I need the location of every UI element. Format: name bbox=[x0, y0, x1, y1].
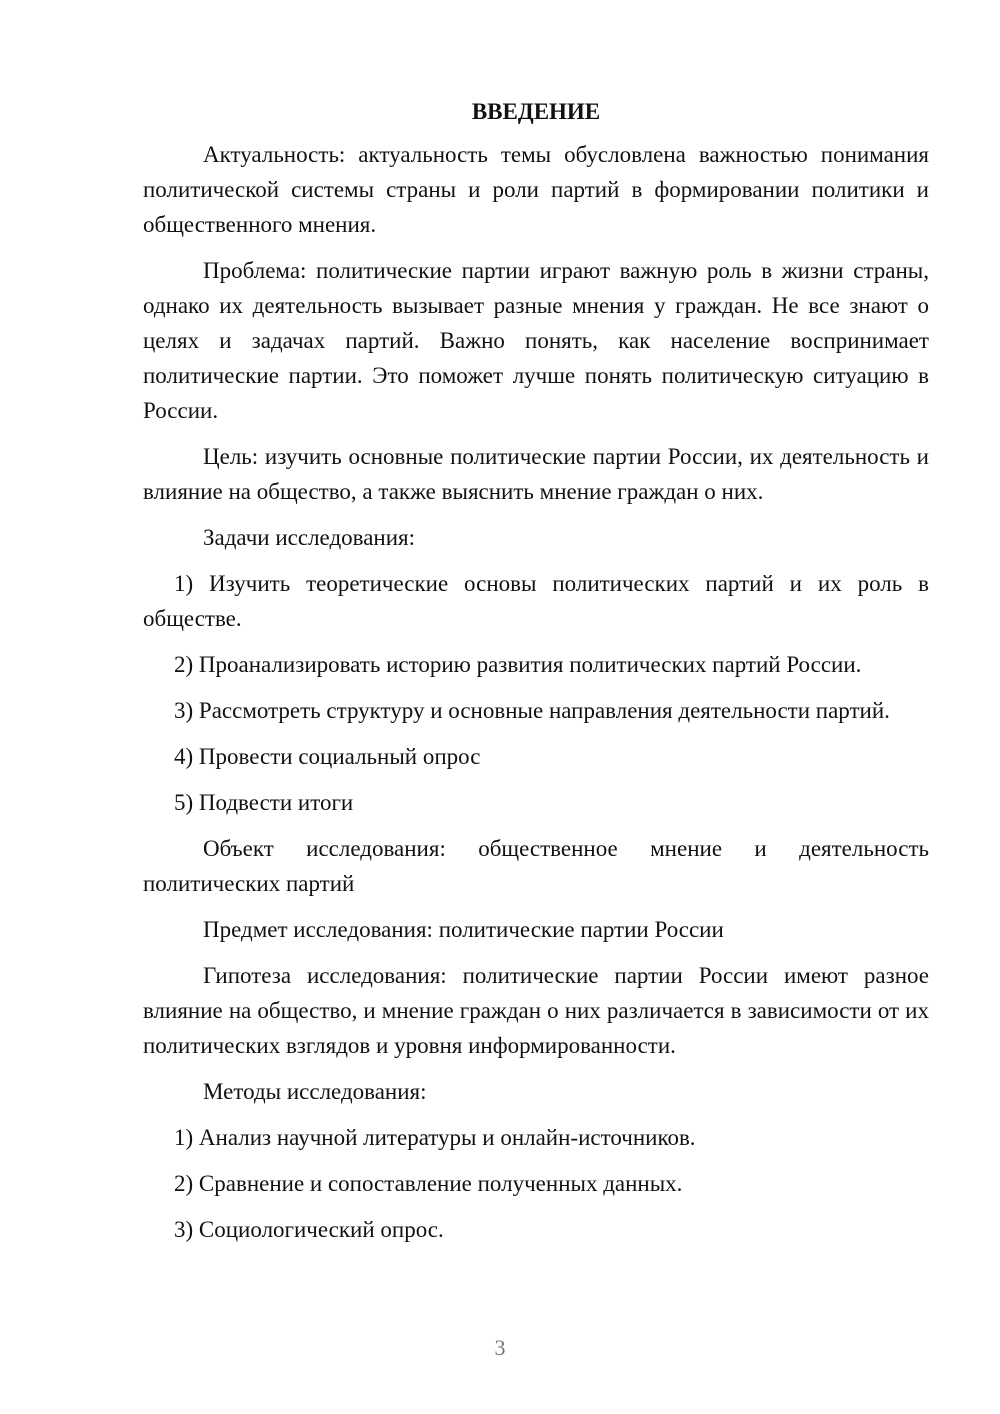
page-content bbox=[143, 94, 929, 1258]
task-item: 1) Изучить теоретические основы политических партий и их роль в обществе. bbox=[143, 571, 929, 631]
object-paragraph: Объект исследования: общественное мнение и деятельность политических партий bbox=[143, 836, 929, 896]
task-item: 2) Проанализировать историю развития политических партий России. bbox=[174, 652, 862, 677]
hypothesis-paragraph: Гипотеза исследования: политические партии России имеют разное влияние на общество, и мнение граждан о них различается в зависимости от их политических взглядов и уровня информированности. bbox=[143, 963, 929, 1058]
page-number: 3 bbox=[494, 1335, 506, 1360]
task-item: 5) Подвести итоги bbox=[174, 790, 354, 815]
section-title: ВВЕДЕНИЕ bbox=[471, 99, 601, 124]
methods-heading: Методы исследования: bbox=[203, 1079, 427, 1104]
problem-paragraph: Проблема: политические партии играют важную роль в жизни страны, однако их деятельность вызывает разные мнения у граждан. Не все знают о целях и задачах партий. Важно понять, как население воспринимает политические партии. Это поможет лучше понять политическую ситуацию в России. bbox=[143, 258, 929, 423]
relevance-paragraph: Актуальность: актуальность темы обусловлена важностью понимания политической системы страны и роли партий в формировании политики и общественного мнения. bbox=[143, 142, 929, 237]
subject-paragraph: Предмет исследования: политические партии России bbox=[203, 917, 724, 942]
task-item: 3) Рассмотреть структуру и основные направления деятельности партий. bbox=[174, 698, 890, 723]
method-item: 3) Социологический опрос. bbox=[174, 1217, 444, 1242]
method-item: 1) Анализ научной литературы и онлайн-источников. bbox=[174, 1125, 696, 1150]
task-item: 4) Провести социальный опрос bbox=[174, 744, 481, 769]
tasks-heading: Задачи исследования: bbox=[203, 525, 416, 550]
method-item: 2) Сравнение и сопоставление полученных данных. bbox=[174, 1171, 683, 1196]
goal-paragraph: Цель: изучить основные политические партии России, их деятельность и влияние на общество, а также выяснить мнение граждан о них. bbox=[143, 444, 929, 504]
